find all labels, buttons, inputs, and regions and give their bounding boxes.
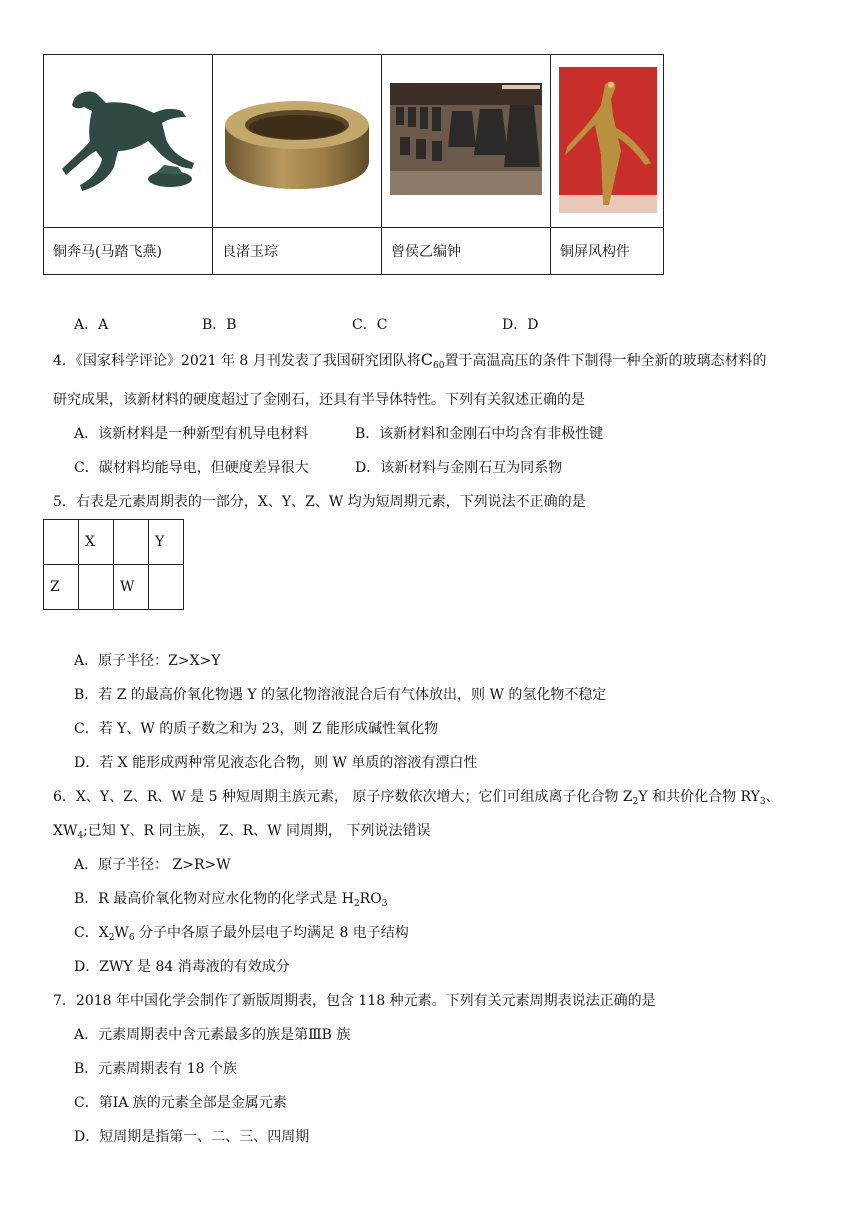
periodic-cell: Y	[149, 520, 184, 565]
q5-option-a: A．原子半径：Z>X>Y	[74, 653, 221, 669]
q4-option-d: D．该新材料与金刚石互为同系物	[355, 460, 563, 476]
artifact-label: 良渚玉琮	[213, 228, 382, 275]
artifact-image-cell	[213, 55, 382, 228]
q4-option-a: A．该新材料是一种新型有机导电材料	[74, 426, 309, 442]
q4-option-b: B．该新材料和金刚石中均含有非极性键	[355, 426, 604, 442]
periodic-cell: Z	[44, 565, 79, 610]
bianzhong-bells-image	[382, 55, 550, 223]
jade-cong-image	[213, 55, 381, 223]
artifact-label: 曾侯乙编钟	[382, 228, 551, 275]
artifact-image-cell	[382, 55, 551, 228]
q6-stem: 6．X、Y、Z、R、W 是 5 种短周期主族元素， 原子序数依次增大；它们可组成离子化合物 $Z_2Y$ 和共价化合物 $RY_3$、	[53, 789, 780, 807]
q6-option-a: A．原子半径： Z>R>W	[74, 857, 231, 873]
q5-option-b: B．若 Z 的最高价氧化物遇 Y 的氢化物溶液混合后有气体放出，则 W 的氢化物不稳定	[74, 687, 607, 703]
q7-option-c: C．第ⅠA 族的元素全部是金属元素	[74, 1095, 287, 1111]
periodic-table-fragment	[43, 519, 184, 610]
q5-option-d: D．若 X 能形成两种常见液态化合物，则 W 单质的溶液有漂白性	[74, 755, 478, 771]
q7-option-a: A．元素周期表中含元素最多的族是第ⅢB 族	[74, 1027, 351, 1043]
q5-stem: 5．右表是元素周期表的一部分，X、Y、Z、W 均为短周期元素，下列说法不正确的是	[53, 494, 586, 510]
q4-stem: 4．《国家科学评论》2021 年 8 月刊发表了我国研究团队将$C_{60}$置于高温高压的条件下制得一种全新的玻璃态材料的	[53, 350, 767, 371]
periodic-cell	[79, 565, 114, 610]
artifact-label: 铜屏风构件	[551, 228, 664, 275]
q3-option-c: C．C	[352, 317, 388, 333]
q6-option-b: B．R 最高价氧化物对应水化物的化学式是 $H_2RO_3$	[74, 891, 388, 909]
c60-formula: $C_{60}$	[420, 350, 445, 371]
bronze-screen-bird-image	[551, 55, 663, 223]
periodic-cell	[44, 520, 79, 565]
artifact-label: 铜奔马(马踏飞燕)	[44, 228, 213, 275]
q3-option-a: A．A	[74, 317, 109, 333]
q5-option-c: C．若 Y、W 的质子数之和为 23，则 Z 能形成碱性氧化物	[74, 721, 439, 737]
q7-option-b: B．元素周期表有 18 个族	[74, 1061, 238, 1077]
q7-stem: 7．2018 年中国化学会制作了新版周期表，包含 118 种元素。下列有关元素周期表说法正确的是	[53, 993, 656, 1009]
periodic-cell: X	[79, 520, 114, 565]
q3-option-d: D．D	[502, 317, 539, 333]
artifact-image-cell	[551, 55, 664, 228]
bronze-horse-image	[44, 55, 212, 223]
q4-option-c: C．碳材料均能导电，但硬度差异很大	[74, 460, 309, 476]
q3-option-b: B．B	[202, 317, 237, 333]
artifact-table	[43, 54, 664, 275]
q6-stem-line2: $XW_4$;已知 Y、R 同主族， Z、R、W 同周期， 下列说法错误	[53, 823, 431, 841]
periodic-cell	[114, 520, 149, 565]
periodic-cell: W	[114, 565, 149, 610]
q6-option-c: C．$X_2W_6$ 分子中各原子最外层电子均满足 8 电子结构	[74, 925, 409, 943]
artifact-image-cell	[44, 55, 213, 228]
periodic-cell	[149, 565, 184, 610]
q4-stem-line2: 研究成果，该新材料的硬度超过了金刚石，还具有半导体特性。下列有关叙述正确的是	[53, 392, 585, 408]
q7-option-d: D．短周期是指第一、二、三、四周期	[74, 1129, 310, 1145]
q6-option-d: D．ZWY 是 84 消毒液的有效成分	[74, 959, 290, 975]
